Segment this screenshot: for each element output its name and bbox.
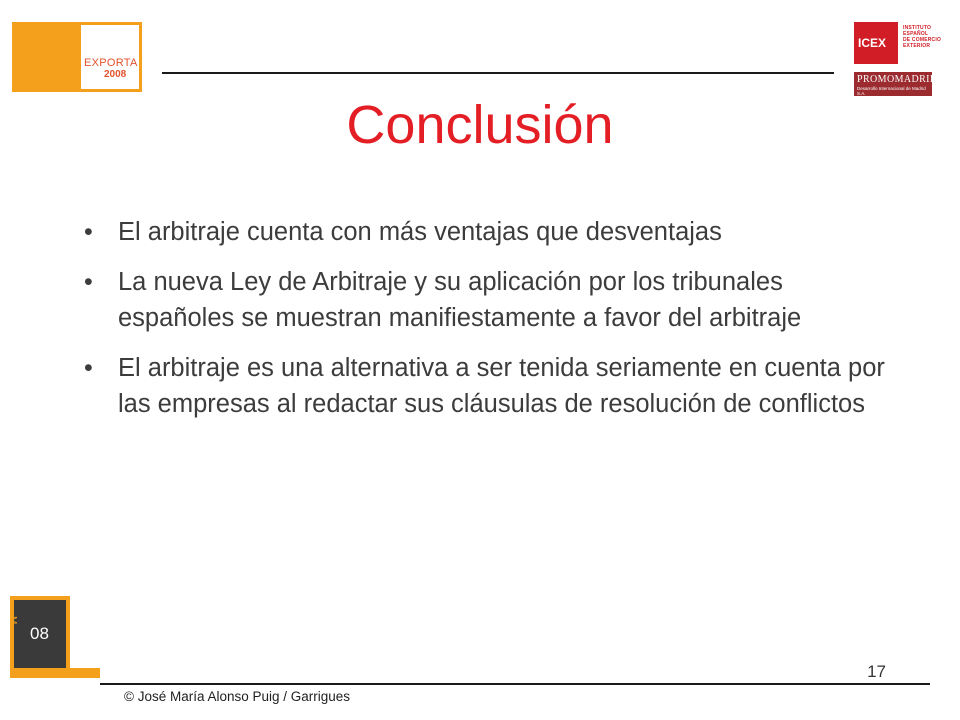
bullet-marker: • bbox=[84, 218, 93, 246]
exporta-logo-orange-bar bbox=[12, 22, 78, 92]
icex-org-line: DE COMERCIO bbox=[903, 37, 942, 43]
icex-logo-text: ICEX bbox=[858, 36, 887, 50]
bullet-text: La nueva Ley de Arbitraje y su aplicación por los tribunales españoles se muestran manifiestamente a favor del arbitraje bbox=[118, 268, 802, 332]
promomadrid-logo-subtitle: Desarrollo Internacional de Madrid S.A. bbox=[857, 86, 926, 96]
exporta-logo-year: 2008 bbox=[104, 69, 127, 80]
m08-logo bbox=[7, 596, 100, 686]
bullet-marker: • bbox=[84, 354, 93, 382]
bullet-item bbox=[84, 350, 894, 422]
bullet-item bbox=[84, 214, 894, 250]
header-divider bbox=[162, 72, 834, 74]
promomadrid-logo-name: PROMOMADRID bbox=[857, 74, 938, 85]
footer-divider bbox=[100, 683, 930, 685]
copyright-text: © José María Alonso Puig / Garrigues bbox=[124, 689, 351, 704]
bullet-text: El arbitraje es una alternativa a ser tenida seriamente en cuenta por las empresas al redactar sus cláusulas de resolución de conflictos bbox=[118, 354, 885, 418]
icex-org-name bbox=[903, 25, 943, 49]
bullet-list bbox=[84, 214, 894, 436]
exporta-logo-text: EXPORTA bbox=[84, 57, 138, 69]
m08-logo-text: 08 bbox=[30, 624, 49, 643]
page-number: 17 bbox=[867, 662, 886, 681]
slide-title: Conclusión bbox=[346, 95, 614, 155]
m08-logo-letter: M bbox=[7, 616, 18, 625]
icex-org-line: ESPAÑOL bbox=[903, 31, 929, 37]
bullet-text: El arbitraje cuenta con más ventajas que desventajas bbox=[118, 218, 722, 246]
bullet-marker: • bbox=[84, 268, 93, 296]
m08-logo-foot bbox=[10, 668, 100, 678]
bullet-item bbox=[84, 264, 894, 336]
icex-org-line: INSTITUTO bbox=[903, 25, 932, 31]
exporta-2008-logo bbox=[12, 22, 142, 92]
icex-org-line: EXTERIOR bbox=[903, 43, 931, 49]
